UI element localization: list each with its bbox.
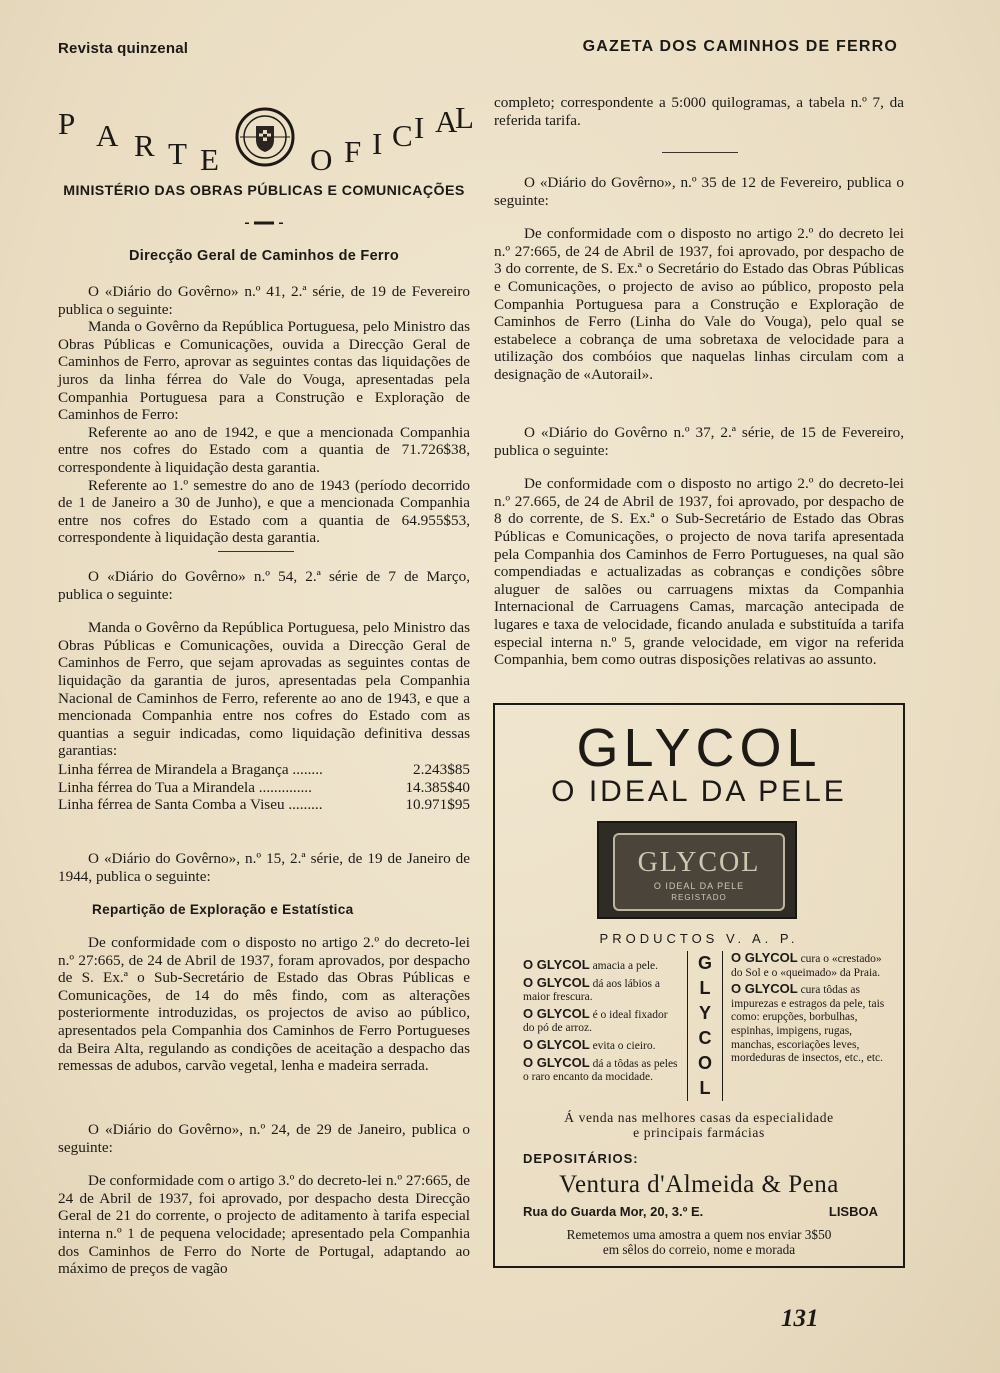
separator-rule (218, 551, 294, 552)
ad-distributors-label: DEPOSITÁRIOS: (523, 1151, 639, 1166)
coat-of-arms-icon (234, 106, 296, 168)
claim-text: cura tôdas as impurezas e estragos da pele, tais como: erupções, borbulhas, espinhas, impigens, rugas, manchas, escoriações leves, mordeduras de insectos, etc., etc. (731, 984, 885, 1065)
claim-brand: O GLYCOL (523, 1005, 590, 1021)
left-block-4 (58, 934, 470, 1075)
availability-line: e principais farmácias (633, 1125, 765, 1140)
claim-item (523, 976, 678, 1005)
paragraph: Manda o Govêrno da República Portuguesa, pelo Ministro das Obras Públicas e Comunicações, ouvida a Direcção Geral de Caminhos de Ferro, aprovar as seguintes contas das liquidações de juros da linha férrea do Vale do Vouga, apresentadas pela Companhia Portuguesa para a Construção e Exploração de Caminhos de Ferro: (58, 318, 470, 424)
title-letter: A (435, 104, 458, 139)
paragraph: O «Diário do Govêrno» n.º 54, 2.ª série de 7 de Março, publica o seguinte: (58, 568, 470, 603)
jar-brand: GLYCOL (637, 847, 761, 878)
claim-item (731, 951, 886, 980)
title-letter: I (372, 126, 383, 161)
paragraph: De conformidade com o disposto no artigo 2.º do decreto-lei n.º 27:665, de 24 de Abril de 1937, foram aprovados, por despacho de S. Ex.ª o Sub-Secretário de Estado das Obras Públicas e Comunicações, de 14 do mês findo, com as alterações posteriormente introduzidas, os projectos de aviso ao público, apresentados pela Companhia dos Caminhos de Ferro Portugueses da Beira Alta, regulando as condições de aceitação a despacho das remessas de adubos, carvão vegetal, lenha e madeira serrada. (58, 934, 470, 1075)
claim-item (523, 958, 678, 974)
claim-brand: O GLYCOL (523, 974, 590, 990)
title-letter: A (96, 118, 119, 153)
address-street: Rua do Guarda Mor, 20, 3.º E. (523, 1204, 704, 1219)
title-letter: L (455, 100, 474, 135)
header-periodicity: Revista quinzenal (58, 40, 189, 57)
claim-text: evita o cieiro. (592, 1039, 656, 1052)
ministry-heading: MINISTÉRIO DAS OBRAS PÚBLICAS E COMUNICAÇÕES (63, 183, 465, 199)
availability-line: Á venda nas melhores casas da especialidade (564, 1110, 834, 1125)
paragraph: De conformidade com o disposto no artigo 2.º do decreto-lei n.º 27.665, de 24 de Abril de 1937, foi aprovado, por despacho de 8 do corrente, de S. Ex.ª o Sub-Secretário de Estado das Obras Públicas e Comunicações, o projecto de nova tarifa apresentada pela Companhia dos Caminhos de Ferro Portugueses, na qual são compendiadas e actualizadas as cobranças e condições sôbre aluguer de salões ou carruagens mixtas da Companhia Internacional de Carruagens Camas, marcação antecipada de lugares e taxa de velocidade, ficando anulada e substituída a tarifa especial interna n.º 5, grande velocidade, em vigor na referida Companhia, bem como outras disposições relativas ao assunto. (494, 475, 904, 669)
title-letter: T (168, 136, 187, 171)
right-block-3 (494, 424, 904, 669)
claim-brand: O GLYCOL (523, 1054, 590, 1070)
paragraph: completo; correspondente a 5:000 quilogramas, a tabela n.º 7, da referida tarifa. (494, 94, 904, 129)
table-row (58, 761, 470, 779)
ad-company-name: Ventura d'Almeida & Pena (559, 1171, 839, 1198)
ad-brand: GLYCOL (576, 718, 822, 778)
claim-text: dá a tôdas as peles o raro encanto da mocidade. (523, 1057, 678, 1084)
claim-item (523, 1038, 678, 1054)
vertical-letter: G (697, 953, 712, 973)
left-block-5 (58, 1121, 470, 1278)
right-block-1 (494, 94, 904, 129)
line-name: Linha férrea de Santa Comba a Viseu ......... (58, 796, 323, 814)
claim-brand: O GLYCOL (731, 950, 798, 965)
address-city: LISBOA (828, 1204, 878, 1219)
separator-rule (662, 152, 738, 153)
paragraph: Manda o Govêrno da República Portuguesa, pelo Ministro das Obras Públicas e Comunicações, ouvida a Direcção Geral de Caminhos de Ferro, que sejam aprovadas as seguintes contas de liquidação da garantia de juros, apresentadas pela Companhia Nacional de Caminhos de Ferro, referente ao ano de 1943, e que a mencionada Companhia entre nos cofres do Estado com as quantias a seguir indicadas, como liquidação definitiva dessas garantias: (58, 619, 470, 760)
line-value: 2.243$85 (413, 761, 470, 778)
title-letter: O (310, 142, 333, 177)
section-heading: Direcção Geral de Caminhos de Ferro (129, 248, 399, 264)
paragraph: O «Diário do Govêrno», n.º 15, 2.ª série, de 19 de Janeiro de 1944, publica o seguinte: (58, 850, 470, 885)
line-value: 10.971$95 (405, 796, 470, 814)
line-name: Linha férrea de Mirandela a Bragança ........ (58, 761, 323, 778)
vertical-letter: L (699, 978, 711, 998)
jar-registered: REGISTADO (671, 893, 727, 902)
ad-availability (495, 1110, 903, 1140)
claim-text: é o ideal fixador do pó de arroz. (523, 1008, 668, 1035)
paragraph: De conformidade com o artigo 3.º do decreto-lei n.º 27:665, de 24 de Abril de 1937, foi aprovado, por despacho desta Direcção Geral de 21 do corrente, o projecto de aditamento à tarifa especial interna n.º 1 de pequena velocidade; apresentado pela Companhia dos Caminhos de Ferro do Norte de Portugal, adaptando ao máximo de preços de vagão (58, 1172, 470, 1278)
table-row (58, 796, 470, 814)
table-row (58, 779, 470, 797)
claim-text: dá aos lábios a maior frescura. (523, 977, 660, 1004)
left-block-3 (58, 850, 470, 885)
vertical-letter: C (698, 1028, 712, 1048)
paragraph: O «Diário do Govêrno», n.º 35 de 12 de Fevereiro, publica o seguinte: (494, 174, 904, 209)
sub-heading: Repartição de Exploração e Estatística (92, 902, 354, 917)
page-number: 131 (781, 1305, 819, 1332)
paragraph: O «Diário do Govêrno» n.º 41, 2.ª série, de 19 de Fevereiro publica o seguinte: (58, 283, 470, 318)
right-block-2 (494, 174, 904, 384)
line-value: 14.385$40 (405, 778, 470, 796)
header-journal-title: GAZETA DOS CAMINHOS DE FERRO (582, 38, 898, 55)
title-letter: F (344, 134, 362, 169)
ad-slogan: O IDEAL DA PELE (551, 775, 847, 808)
paragraph: De conformidade com o disposto no artigo 2.º do decreto lei n.º 27:665, de 24 de Abril de 1937, foi aprovado, por despacho de 3 do corrente, de S. Ex.ª o Secretário do Estado das Obras Públicas e Comunicações, o projecto de aviso ao público, proposto pela Companhia Portuguesa para a Construção e Exploração de Caminhos de Ferro (Linha do Vale do Vouga), pelo qual se estabelece a cobrança de uma sobretaxa de velocidade para a utilização dos combóios que naquelas linhas circulam com a designação de «Autorail». (494, 225, 904, 383)
parte-oficial-title (58, 100, 474, 177)
paragraph: O «Diário do Govêrno», n.º 24, de 29 de Janeiro, publica o seguinte: (58, 1121, 470, 1156)
claim-text: amacia a pele. (592, 960, 659, 972)
claim-brand: O GLYCOL (523, 1036, 590, 1052)
line-name: Linha férrea do Tua a Mirandela .............. (58, 778, 312, 796)
vertical-brand (687, 951, 723, 1101)
claims-left (523, 958, 678, 1087)
claim-text: cura o «crestado» do Sol e o «queimado» da Praia. (731, 953, 882, 979)
title-letter: I (414, 110, 425, 145)
ad-maker: PRODUCTOS V. A. P. (599, 931, 799, 946)
glycol-advertisement (493, 703, 905, 1268)
claim-brand: O GLYCOL (523, 957, 590, 972)
title-letter: E (200, 142, 219, 177)
claim-item (731, 982, 886, 1066)
ad-address (523, 1204, 878, 1219)
product-jar-image (597, 821, 797, 919)
left-block-2 (58, 568, 470, 760)
claim-item (523, 1056, 678, 1085)
vertical-letter: O (697, 1053, 712, 1073)
jar-label (613, 833, 785, 911)
ornament-divider (245, 221, 283, 225)
offer-line: em sêlos do correio, nome e morada (602, 1242, 796, 1257)
vertical-letter: L (699, 1078, 711, 1098)
paragraph: Referente ao ano de 1942, e que a mencionada Companhia entre nos cofres do Estado com a quantia de 71.726$38, correspondente à liquidação desta garantia. (58, 423, 470, 476)
title-letter: P (58, 106, 76, 141)
title-letter: R (134, 128, 155, 163)
paragraph: Referente ao 1.º semestre do ano de 1943 (período decorrido de 1 de Janeiro a 30 de Junho), e que a mencionada Companhia entre nos cofres do Estado com a quantia de 64.955$53, correspondente à liquidação desta garantia. (58, 476, 470, 547)
claim-brand: O GLYCOL (731, 981, 798, 997)
vertical-letter: Y (698, 1003, 711, 1023)
paragraph: O «Diário do Govêrno n.º 37, 2.ª série, de 15 de Fevereiro, publica o seguinte: (494, 424, 904, 459)
claim-item (523, 1007, 678, 1036)
jar-tagline: O IDEAL DA PELE (653, 881, 745, 891)
ad-sample-offer (495, 1227, 903, 1257)
left-block-1 (58, 283, 470, 547)
line-values-table (58, 761, 470, 814)
title-letter: C (392, 118, 413, 153)
offer-line: Remetemos uma amostra a quem nos enviar 3$50 (566, 1227, 832, 1242)
claims-right (731, 951, 886, 1068)
